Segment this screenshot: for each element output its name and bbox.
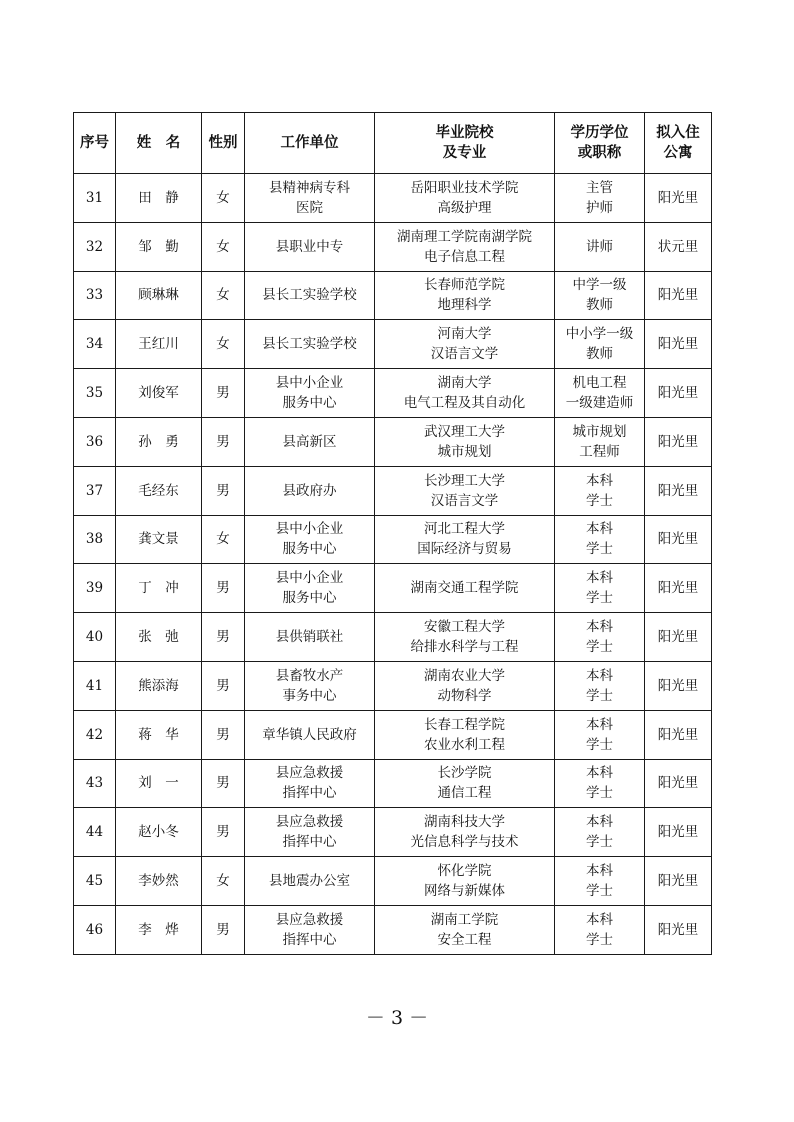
cell-degree-line: 本科 (586, 765, 613, 782)
cell-employer-line: 县精神病专科 (269, 179, 350, 196)
cell-school (375, 661, 555, 710)
cell-gender: 男 (202, 613, 245, 662)
cell-name: 张 弛 (116, 613, 202, 662)
cell-degree-line: 本科 (586, 521, 613, 538)
cell-seq: 42 (74, 710, 116, 759)
header-school-line: 毕业院校 (435, 125, 494, 141)
cell-school-line: 通信工程 (437, 785, 492, 802)
cell-school (375, 174, 555, 223)
cell-degree-line: 中小学一级 (565, 326, 634, 343)
cell-employer-line: 章华镇人民政府 (262, 726, 357, 743)
cell-gender: 女 (202, 515, 245, 564)
cell-employer-line: 县长工实验学校 (262, 287, 357, 304)
cell-degree-line: 教师 (586, 297, 613, 314)
cell-name: 龚文景 (116, 515, 202, 564)
cell-school-line: 武汉理工大学 (424, 423, 505, 440)
header-apartment-line: 公寓 (663, 145, 693, 161)
cell-school-line: 湖南科技大学 (424, 814, 505, 831)
cell-school-line: 怀化学院 (437, 863, 492, 880)
cell-degree-line: 主管 (586, 179, 613, 196)
cell-employer-line: 县高新区 (282, 433, 337, 450)
table-row (74, 369, 712, 418)
table-row (74, 710, 712, 759)
cell-degree (555, 320, 645, 369)
cell-employer (245, 515, 375, 564)
cell-school-line: 地理科学 (437, 297, 492, 314)
cell-apartment: 阳光里 (645, 320, 712, 369)
cell-school-line: 安徽工程大学 (424, 619, 505, 636)
cell-school-line: 岳阳职业技术学院 (410, 179, 519, 196)
header-employer (245, 113, 375, 174)
cell-degree (555, 564, 645, 613)
cell-school-line: 长沙理工大学 (424, 472, 505, 489)
cell-name: 孙 勇 (116, 417, 202, 466)
cell-degree-line: 学士 (586, 590, 613, 607)
header-row (74, 113, 712, 174)
header-seq (74, 113, 116, 174)
cell-apartment: 阳光里 (645, 759, 712, 808)
cell-employer (245, 857, 375, 906)
cell-employer-line: 指挥中心 (282, 931, 337, 948)
cell-seq: 39 (74, 564, 116, 613)
cell-degree-line: 一级建造师 (565, 395, 634, 412)
cell-name: 熊添海 (116, 661, 202, 710)
table-row (74, 613, 712, 662)
cell-degree (555, 222, 645, 271)
cell-degree-line: 本科 (586, 619, 613, 636)
cell-seq: 32 (74, 222, 116, 271)
cell-employer-line: 服务中心 (282, 395, 337, 412)
cell-school-line: 河北工程大学 (424, 521, 505, 538)
cell-name: 刘 一 (116, 759, 202, 808)
header-apartment (645, 113, 712, 174)
header-gender (202, 113, 245, 174)
cell-degree-line: 教师 (586, 346, 613, 363)
cell-gender: 女 (202, 271, 245, 320)
cell-employer (245, 417, 375, 466)
table-row (74, 271, 712, 320)
header-degree (555, 113, 645, 174)
cell-gender: 男 (202, 759, 245, 808)
cell-gender: 女 (202, 320, 245, 369)
cell-school-line: 长沙学院 (437, 765, 492, 782)
cell-apartment: 阳光里 (645, 564, 712, 613)
cell-degree (555, 369, 645, 418)
page-number: － 3 － (365, 1007, 429, 1029)
cell-degree-line: 学士 (586, 541, 613, 558)
cell-employer (245, 661, 375, 710)
header-seq-line: 序号 (80, 135, 109, 151)
cell-school-line: 湖南农业大学 (424, 667, 505, 684)
cell-school (375, 759, 555, 808)
cell-employer-line: 县中小企业 (275, 570, 344, 587)
cell-seq: 31 (74, 174, 116, 223)
cell-school-line: 高级护理 (437, 199, 492, 216)
cell-employer-line: 服务中心 (282, 590, 337, 607)
cell-school-line: 汉语言文学 (430, 492, 499, 509)
cell-degree (555, 515, 645, 564)
cell-employer-line: 县中小企业 (275, 521, 344, 538)
cell-degree (555, 710, 645, 759)
cell-degree-line: 学士 (586, 785, 613, 802)
cell-degree-line: 工程师 (579, 443, 620, 460)
cell-apartment: 阳光里 (645, 613, 712, 662)
cell-degree-line: 学士 (586, 492, 613, 509)
cell-gender: 男 (202, 466, 245, 515)
cell-name: 邹 勤 (116, 222, 202, 271)
cell-apartment: 阳光里 (645, 271, 712, 320)
cell-degree-line: 本科 (586, 716, 613, 733)
cell-degree-line: 学士 (586, 883, 613, 900)
cell-degree-line: 中学一级 (572, 277, 627, 294)
table-row (74, 905, 712, 954)
table-row (74, 808, 712, 857)
cell-seq: 44 (74, 808, 116, 857)
header-gender-line: 性别 (208, 135, 238, 151)
cell-name: 王红川 (116, 320, 202, 369)
cell-school-line: 河南大学 (437, 326, 492, 343)
cell-degree-line: 讲师 (586, 238, 613, 255)
cell-degree (555, 808, 645, 857)
cell-school-line: 电气工程及其自动化 (403, 395, 526, 412)
cell-degree-line: 本科 (586, 570, 613, 587)
header-school-line: 及专业 (442, 145, 487, 161)
header-apartment-line: 拟入住 (656, 125, 700, 141)
cell-degree (555, 174, 645, 223)
cell-gender: 男 (202, 710, 245, 759)
cell-degree-line: 本科 (586, 472, 613, 489)
cell-employer-line: 县长工实验学校 (262, 336, 357, 353)
cell-school-line: 湖南交通工程学院 (410, 580, 519, 597)
cell-degree (555, 905, 645, 954)
cell-apartment: 阳光里 (645, 417, 712, 466)
cell-name: 毛经东 (116, 466, 202, 515)
cell-school (375, 271, 555, 320)
cell-school-line: 光信息科学与技术 (410, 834, 519, 851)
cell-employer-line: 县职业中专 (275, 238, 344, 255)
cell-school-line: 汉语言文学 (430, 346, 499, 363)
cell-name: 刘俊军 (116, 369, 202, 418)
cell-seq: 33 (74, 271, 116, 320)
cell-employer-line: 指挥中心 (282, 785, 337, 802)
cell-degree-line: 学士 (586, 639, 613, 656)
cell-school (375, 613, 555, 662)
cell-employer (245, 905, 375, 954)
cell-school (375, 320, 555, 369)
cell-seq: 43 (74, 759, 116, 808)
cell-employer (245, 466, 375, 515)
cell-seq: 38 (74, 515, 116, 564)
header-name-line: 姓 名 (136, 135, 181, 151)
cell-school-line: 安全工程 (437, 931, 492, 948)
cell-apartment: 阳光里 (645, 808, 712, 857)
header-employer-line: 工作单位 (280, 135, 339, 151)
cell-degree-line: 学士 (586, 736, 613, 753)
table-row (74, 661, 712, 710)
cell-degree-line: 本科 (586, 863, 613, 880)
cell-apartment: 阳光里 (645, 369, 712, 418)
cell-gender: 男 (202, 661, 245, 710)
cell-school-line: 电子信息工程 (424, 248, 505, 265)
cell-apartment: 阳光里 (645, 857, 712, 906)
cell-gender: 女 (202, 222, 245, 271)
cell-employer-line: 指挥中心 (282, 834, 337, 851)
cell-apartment: 阳光里 (645, 710, 712, 759)
cell-apartment: 阳光里 (645, 515, 712, 564)
cell-employer (245, 710, 375, 759)
cell-school (375, 857, 555, 906)
table-row (74, 222, 712, 271)
cell-degree-line: 机电工程 (572, 375, 627, 392)
header-school (375, 113, 555, 174)
cell-name: 田 静 (116, 174, 202, 223)
cell-employer (245, 613, 375, 662)
cell-school-line: 国际经济与贸易 (417, 541, 512, 558)
cell-school-line: 长春工程学院 (424, 716, 505, 733)
cell-school (375, 808, 555, 857)
cell-school-line: 动物科学 (437, 687, 492, 704)
cell-seq: 37 (74, 466, 116, 515)
cell-employer (245, 271, 375, 320)
cell-gender: 男 (202, 369, 245, 418)
table-row (74, 857, 712, 906)
table-row (74, 174, 712, 223)
cell-degree (555, 857, 645, 906)
table-row (74, 320, 712, 369)
cell-employer (245, 564, 375, 613)
cell-seq: 35 (74, 369, 116, 418)
cell-degree (555, 466, 645, 515)
cell-school (375, 905, 555, 954)
cell-apartment: 阳光里 (645, 174, 712, 223)
cell-degree (555, 613, 645, 662)
cell-seq: 36 (74, 417, 116, 466)
cell-apartment: 阳光里 (645, 661, 712, 710)
cell-gender: 女 (202, 857, 245, 906)
cell-seq: 45 (74, 857, 116, 906)
table-row (74, 515, 712, 564)
cell-gender: 男 (202, 564, 245, 613)
cell-employer (245, 320, 375, 369)
cell-school-line: 湖南理工学院南湖学院 (397, 228, 532, 245)
cell-employer-line: 县应急救援 (275, 765, 344, 782)
cell-employer-line: 县中小企业 (275, 375, 344, 392)
cell-degree-line: 本科 (586, 911, 613, 928)
cell-employer-line: 县供销联社 (275, 629, 344, 646)
apartment-allocation-table (73, 112, 712, 955)
table-row (74, 417, 712, 466)
cell-degree-line: 学士 (586, 931, 613, 948)
cell-name: 赵小冬 (116, 808, 202, 857)
cell-school-line: 城市规划 (437, 443, 492, 460)
cell-employer (245, 222, 375, 271)
cell-name: 李 烨 (116, 905, 202, 954)
cell-name: 丁 冲 (116, 564, 202, 613)
cell-seq: 46 (74, 905, 116, 954)
cell-degree-line: 本科 (586, 667, 613, 684)
cell-degree (555, 759, 645, 808)
cell-degree-line: 城市规划 (572, 423, 627, 440)
cell-apartment: 状元里 (645, 222, 712, 271)
cell-degree-line: 学士 (586, 834, 613, 851)
cell-employer-line: 县政府办 (282, 482, 337, 499)
cell-name: 顾琳琳 (116, 271, 202, 320)
cell-school (375, 417, 555, 466)
cell-gender: 男 (202, 808, 245, 857)
header-degree-line: 或职称 (577, 145, 622, 161)
cell-gender: 男 (202, 905, 245, 954)
cell-degree-line: 本科 (586, 814, 613, 831)
table-row (74, 466, 712, 515)
cell-apartment: 阳光里 (645, 905, 712, 954)
cell-degree-line: 护师 (586, 199, 613, 216)
cell-employer-line: 医院 (296, 199, 323, 216)
table-row (74, 759, 712, 808)
cell-employer-line: 事务中心 (282, 687, 337, 704)
cell-school-line: 农业水利工程 (424, 736, 505, 753)
cell-employer (245, 174, 375, 223)
cell-employer-line: 县应急救援 (275, 814, 344, 831)
cell-school-line: 湖南工学院 (430, 911, 499, 928)
cell-school-line: 湖南大学 (437, 375, 492, 392)
table-body (74, 174, 712, 955)
cell-school (375, 710, 555, 759)
cell-name: 李妙然 (116, 857, 202, 906)
cell-gender: 女 (202, 174, 245, 223)
cell-school (375, 369, 555, 418)
cell-school-line: 给排水科学与工程 (410, 639, 519, 656)
cell-degree (555, 271, 645, 320)
cell-employer (245, 369, 375, 418)
cell-name: 蒋 华 (116, 710, 202, 759)
cell-school (375, 466, 555, 515)
cell-degree (555, 417, 645, 466)
cell-apartment: 阳光里 (645, 466, 712, 515)
cell-employer-line: 县畜牧水产 (275, 667, 344, 684)
cell-school (375, 222, 555, 271)
cell-employer-line: 县地震办公室 (269, 873, 350, 890)
header-degree-line: 学历学位 (570, 125, 629, 141)
cell-employer-line: 县应急救援 (275, 911, 344, 928)
cell-seq: 41 (74, 661, 116, 710)
table-header (74, 113, 712, 174)
header-name (116, 113, 202, 174)
cell-school-line: 长春师范学院 (424, 277, 505, 294)
cell-employer-line: 服务中心 (282, 541, 337, 558)
cell-degree-line: 学士 (586, 687, 613, 704)
cell-seq: 40 (74, 613, 116, 662)
cell-seq: 34 (74, 320, 116, 369)
table-row (74, 564, 712, 613)
cell-employer (245, 759, 375, 808)
cell-school-line: 网络与新媒体 (424, 883, 505, 900)
cell-degree (555, 661, 645, 710)
cell-school (375, 564, 555, 613)
cell-school (375, 515, 555, 564)
cell-gender: 男 (202, 417, 245, 466)
cell-employer (245, 808, 375, 857)
